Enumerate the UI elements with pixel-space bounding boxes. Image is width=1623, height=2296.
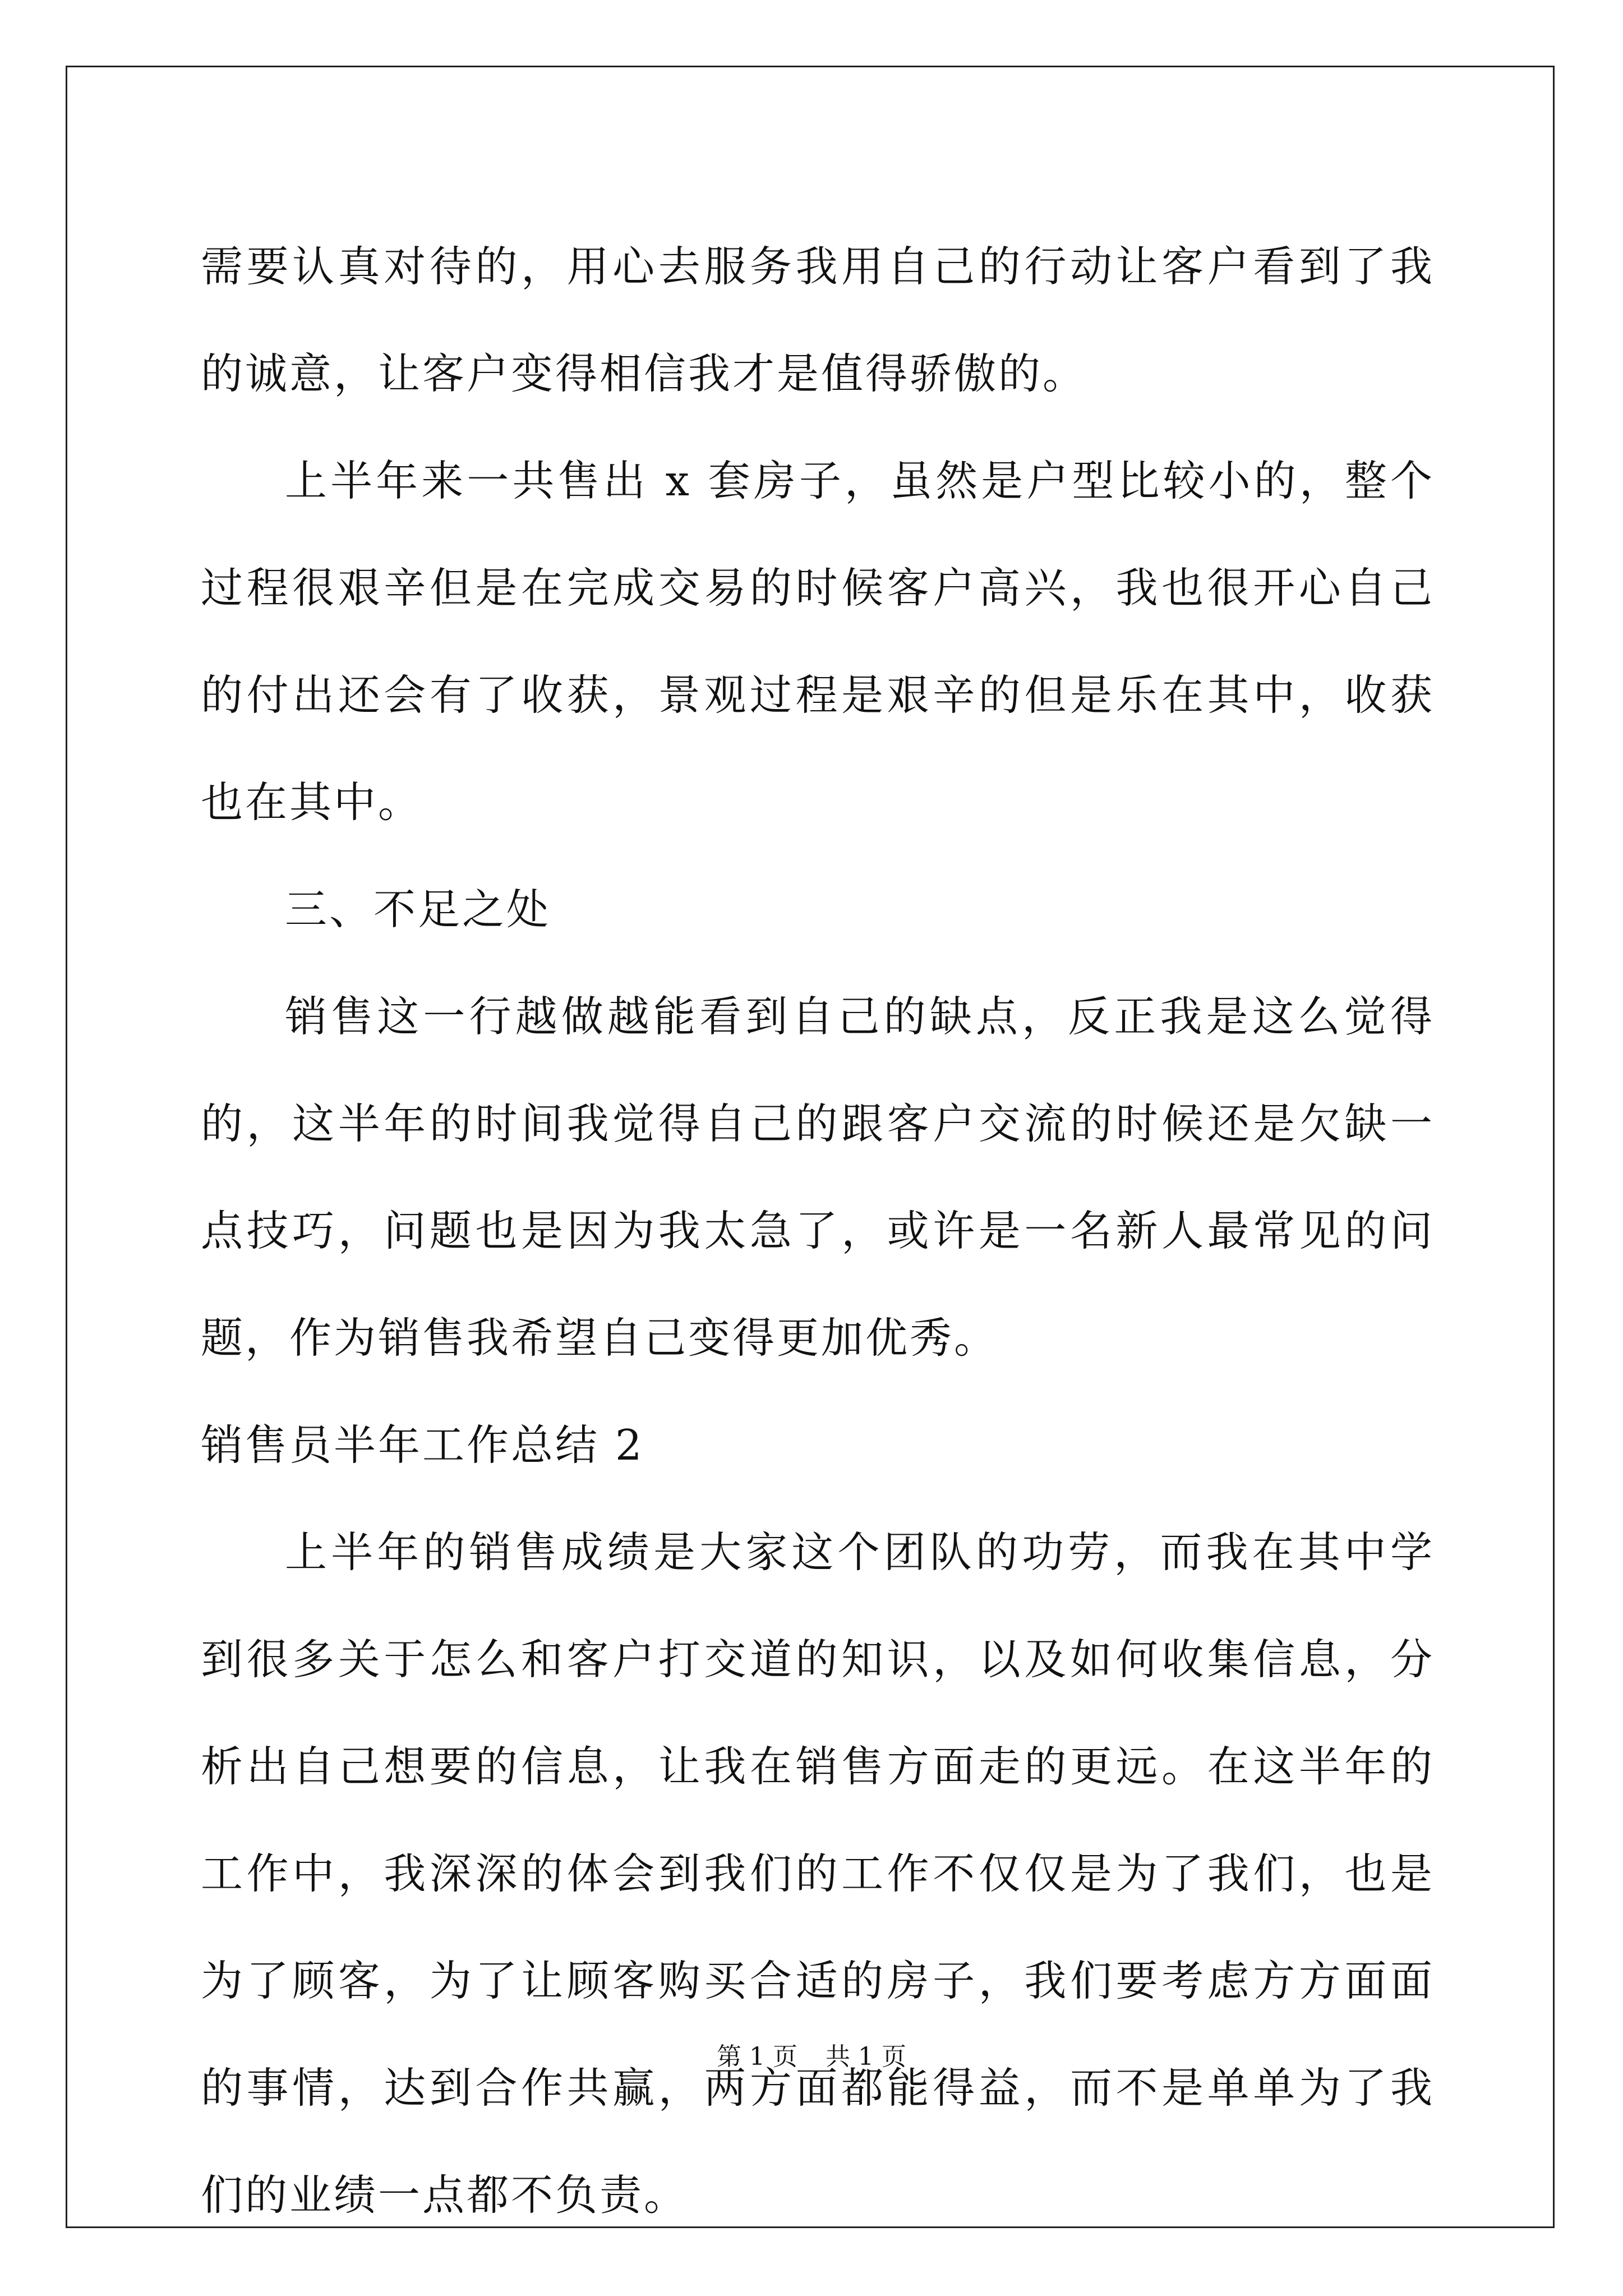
- paragraph: 销售这一行越做越能看到自己的缺点，反正我是这么觉得的，这半年的时间我觉得自己的跟客户交流的时候还是欠缺一点技巧，问题也是因为我太急了，或许是一名新人最常见的问题，作为销售我希望自己变得更加优秀。: [201, 992, 1435, 1363]
- section-title: 销售员半年工作总结 2: [201, 1420, 644, 1470]
- document-body: [201, 213, 1435, 2249]
- subheading: 三、不足之处: [285, 885, 551, 934]
- paragraph: 需要认真对待的，用心去服务我用自己的行动让客户看到了我的诚意，让客户变得相信我才是值得骄傲的。: [201, 242, 1435, 398]
- paragraph: 上半年的销售成绩是大家这个团队的功劳，而我在其中学到很多关于怎么和客户打交道的知识，以及如何收集信息，分析出自己想要的信息，让我在销售方面走的更远。在这半年的工作中，我深深的体会到我们的工作不仅仅是为了我们，也是为了顾客，为了让顾客购买合适的房子，我们要考虑方方面面的事情，达到合作共赢，两方面都能得益，而不是单单为了我们的业绩一点都不负责。: [201, 1527, 1435, 2220]
- page-footer: [0, 2036, 1623, 2072]
- paragraph: 上半年来一共售出 x 套房子，虽然是户型比较小的，整个过程很艰辛但是在完成交易的时候客户高兴，我也很开心自己的付出还会有了收获，景观过程是艰辛的但是乐在其中，收获也在其中。: [201, 456, 1435, 827]
- page-number: 第 1 页: [717, 2042, 797, 2071]
- page-count: 共 1 页: [826, 2042, 906, 2071]
